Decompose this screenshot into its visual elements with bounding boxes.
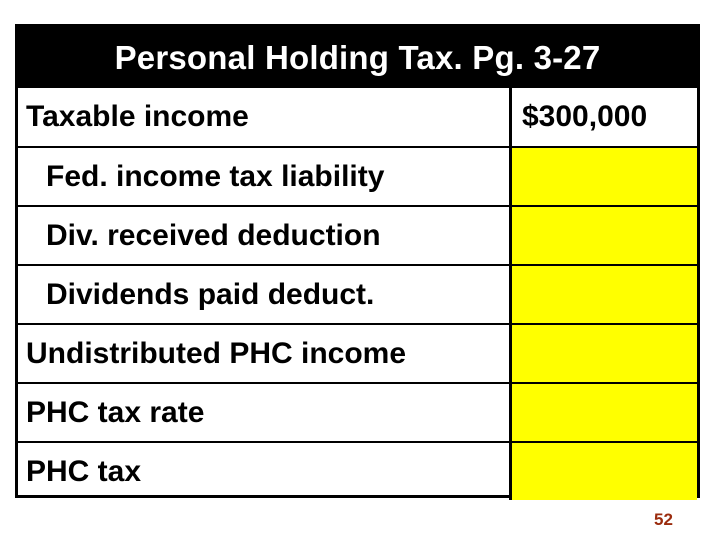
table-row-fed-income-tax-liability (18, 146, 697, 205)
answer-cell (512, 266, 697, 323)
table-row-dividends-paid-deduct (18, 264, 697, 323)
row-label: Taxable income (18, 88, 512, 146)
row-label: Undistributed PHC income (18, 325, 512, 382)
table-row-phc-tax (18, 441, 697, 500)
answer-cell (512, 384, 697, 441)
table-row-div-received-deduction (18, 205, 697, 264)
row-value: $300,000 (522, 100, 648, 133)
table-title: Personal Holding Tax. Pg. 3-27 (18, 27, 697, 88)
table-row-taxable-income (18, 88, 697, 146)
answer-cell (512, 325, 697, 382)
answer-cell (512, 443, 697, 500)
answer-cell (512, 207, 697, 264)
page-number: 52 (654, 510, 673, 529)
answer-cell (512, 148, 697, 205)
row-label: PHC tax (18, 443, 512, 500)
row-label: Fed. income tax liability (18, 148, 512, 205)
phc-tax-table (15, 24, 700, 498)
table-row-phc-tax-rate (18, 382, 697, 441)
row-label: Dividends paid deduct. (18, 266, 512, 323)
table-row-undistributed-phc-income (18, 323, 697, 382)
row-label: PHC tax rate (18, 384, 512, 441)
row-label: Div. received deduction (18, 207, 512, 264)
